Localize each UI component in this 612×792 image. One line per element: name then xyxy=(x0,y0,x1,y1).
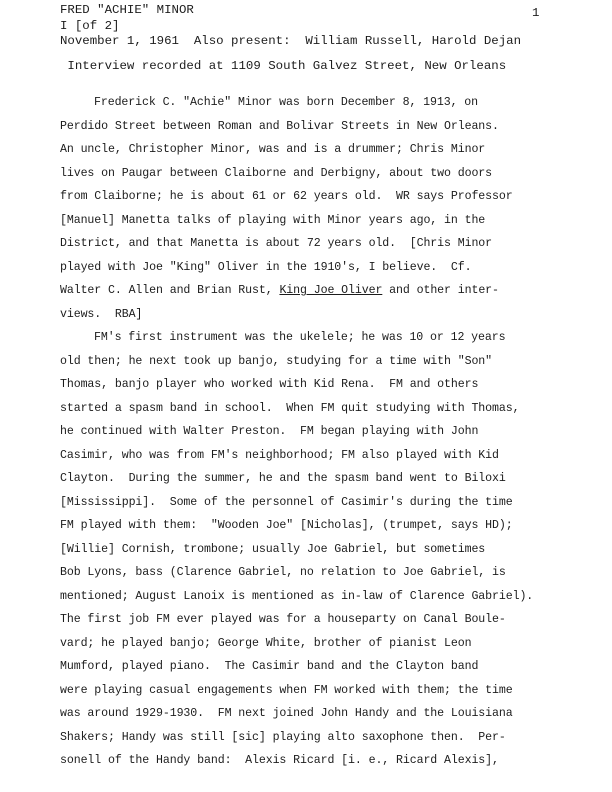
text-line: FM's first instrument was the ukelele; he was 10 or 12 years xyxy=(94,331,506,344)
text-line: An uncle, Christopher Minor, was and is a drummer; Chris Minor xyxy=(60,143,486,156)
text-line: Bob Lyons, bass (Clarence Gabriel, no relation to Joe Gabriel, is xyxy=(60,566,506,579)
text-line: [Mississippi]. Some of the personnel of Casimir's during the time xyxy=(60,495,513,509)
text-line: Thomas, banjo player who worked with Kid Rena. FM and others xyxy=(60,378,479,391)
paragraph-2 xyxy=(60,326,535,773)
text-line: started a spasm band in school. When FM quit studying with Thomas, xyxy=(60,401,520,415)
text-line: he continued with Walter Preston. FM began playing with John xyxy=(60,425,479,438)
text-line: [Manuel] Manetta talks of playing with Minor years ago, in the xyxy=(60,213,486,227)
interview-location-line: Interview recorded at 1109 South Galvez Street, New Orleans xyxy=(60,58,507,73)
text-line: Clayton. During the summer, he and the spasm band went to Biloxi xyxy=(60,472,506,485)
text-line: views. RBA] xyxy=(60,307,143,321)
text-fragment: Walter C. Allen and Brian Rust, xyxy=(60,284,280,297)
text-line: old then; he next took up banjo, studying for a time with "Son" xyxy=(60,354,493,368)
book-title: King Joe Oliver xyxy=(279,284,383,297)
document-header xyxy=(60,3,550,74)
text-line: vard; he played banjo; George White, brother of pianist Leon xyxy=(60,636,472,650)
text-line: lives on Paugar between Claiborne and Derbigny, about two doors xyxy=(60,166,493,180)
text-line: District, and that Manetta is about 72 years old. [Chris Minor xyxy=(60,237,493,250)
paragraph-1 xyxy=(60,91,535,326)
text-line: Perdido Street between Roman and Bolivar Streets in New Orleans. xyxy=(60,119,499,133)
text-line: Casimir, who was from FM's neighborhood; FM also played with Kid xyxy=(60,448,499,462)
text-line xyxy=(60,279,535,303)
text-line: Frederick C. "Achie" Minor was born December 8, 1913, on xyxy=(94,96,479,109)
text-line: sonell of the Handy band: Alexis Ricard [i. e., Ricard Alexis], xyxy=(60,754,499,767)
reel-label: I [of 2] xyxy=(60,18,120,33)
transcript-body xyxy=(60,91,535,773)
text-fragment: and other inter- xyxy=(382,284,499,297)
text-line: were playing casual engagements when FM worked with them; the time xyxy=(60,683,513,697)
page-number: 1 xyxy=(532,6,540,20)
text-line: played with Joe "King" Oliver in the 1910's, I believe. Cf. xyxy=(60,260,472,274)
text-line: was around 1929-1930. FM next joined John Handy and the Louisiana xyxy=(60,707,513,720)
interviewee-title: FRED "ACHIE" MINOR xyxy=(60,3,194,17)
interview-date-line: November 1, 1961 Also present: William Russell, Harold Dejan xyxy=(60,34,522,48)
text-line: Mumford, played piano. The Casimir band and the Clayton band xyxy=(60,660,479,673)
text-line: Shakers; Handy was still [sic] playing alto saxophone then. Per- xyxy=(60,730,506,744)
text-line: from Claiborne; he is about 61 or 62 years old. WR says Professor xyxy=(60,190,513,203)
text-line: [Willie] Cornish, trombone; usually Joe Gabriel, but sometimes xyxy=(60,542,486,556)
text-line: The first job FM ever played was for a houseparty on Canal Boule- xyxy=(60,613,506,626)
text-line: mentioned; August Lanoix is mentioned as in-law of Clarence Gabriel). xyxy=(60,589,534,603)
text-line: FM played with them: "Wooden Joe" [Nicholas], (trumpet, says HD); xyxy=(60,519,513,532)
